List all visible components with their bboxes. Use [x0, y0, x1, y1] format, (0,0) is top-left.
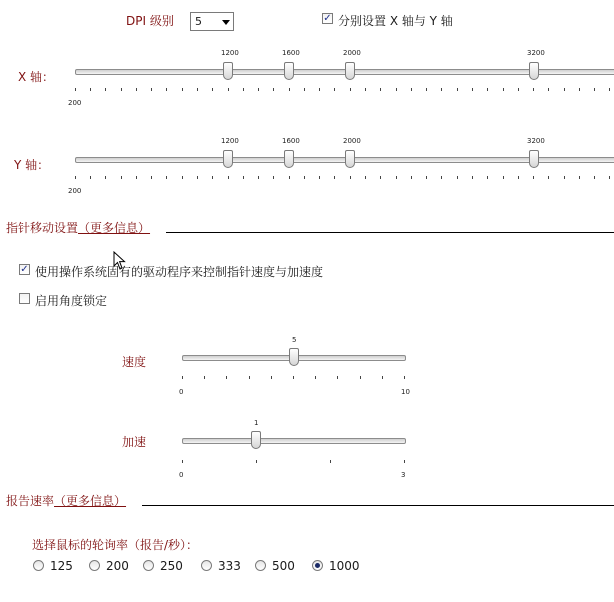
y-axis-ticks [0, 176, 614, 180]
y-axis-thumb[interactable] [284, 150, 294, 168]
x-axis-thumb[interactable] [345, 62, 355, 80]
report-rate-option-333[interactable] [201, 560, 212, 571]
y-axis-thumb[interactable] [529, 150, 539, 168]
report-rate-section-title: 报告速率（更多信息） [6, 494, 127, 508]
report-rate-option-label: 125 [50, 559, 73, 573]
x-axis-min-label: 200 [68, 99, 82, 107]
y-thumb-label: 1200 [221, 137, 239, 145]
accel-value-label: 1 [254, 419, 259, 427]
y-thumb-label: 2000 [343, 137, 361, 145]
checkmark-icon: ✓ [323, 13, 332, 24]
y-axis-label: Y 轴： [14, 158, 50, 172]
angle-lock-label: 启用角度锁定 [35, 294, 108, 308]
dpi-level-value: 5 [195, 15, 202, 28]
x-axis-thumb[interactable] [284, 62, 294, 80]
separate-xy-checkbox[interactable] [322, 13, 333, 24]
accel-slider-thumb[interactable] [251, 431, 261, 449]
chevron-down-icon [222, 20, 230, 25]
speed-label: 速度 [122, 355, 147, 369]
speed-value-label: 5 [292, 336, 297, 344]
report-rate-option-label: 200 [106, 559, 129, 573]
x-axis-thumb[interactable] [529, 62, 539, 80]
report-rate-prompt: 选择鼠标的轮询率（报告/秒）： [32, 538, 199, 552]
accel-min-label: 0 [179, 471, 184, 479]
speed-max-label: 10 [401, 388, 410, 396]
y-axis-thumb[interactable] [345, 150, 355, 168]
report-rate-option-label: 333 [218, 559, 241, 573]
accel-label: 加速 [122, 435, 147, 449]
dpi-level-select[interactable] [190, 12, 234, 31]
speed-slider-thumb[interactable] [289, 348, 299, 366]
x-axis-label: X 轴： [18, 70, 55, 84]
accel-slider-ticks [0, 460, 614, 464]
report-rate-option-label: 500 [272, 559, 295, 573]
pointer-more-info-link[interactable]: （更多信息） [78, 221, 151, 235]
y-axis-thumb[interactable] [223, 150, 233, 168]
report-rate-option-1000[interactable] [312, 560, 323, 571]
separate-xy-label: 分别设置 X 轴与 Y 轴 [338, 14, 453, 28]
x-thumb-label: 1200 [221, 49, 239, 57]
report-rate-option-label: 1000 [329, 559, 360, 573]
pointer-section-title: 指针移动设置（更多信息） [6, 221, 151, 235]
speed-slider-ticks [0, 376, 614, 380]
report-rate-option-125[interactable] [33, 560, 44, 571]
x-axis-thumb[interactable] [223, 62, 233, 80]
y-thumb-label: 1600 [282, 137, 300, 145]
angle-lock-checkbox[interactable] [19, 293, 30, 304]
y-thumb-label: 3200 [527, 137, 545, 145]
report-rate-option-200[interactable] [89, 560, 100, 571]
x-thumb-label: 3200 [527, 49, 545, 57]
x-axis-ticks [0, 88, 614, 92]
use-os-driver-checkbox[interactable] [19, 264, 30, 275]
accel-slider-track[interactable] [182, 438, 406, 444]
y-axis-min-label: 200 [68, 187, 82, 195]
accel-max-label: 3 [401, 471, 406, 479]
report-rate-section-divider [142, 505, 614, 506]
x-thumb-label: 1600 [282, 49, 300, 57]
checkmark-icon: ✓ [20, 264, 29, 275]
report-rate-option-500[interactable] [255, 560, 266, 571]
report-rate-option-250[interactable] [143, 560, 154, 571]
speed-min-label: 0 [179, 388, 184, 396]
x-thumb-label: 2000 [343, 49, 361, 57]
report-rate-more-info-link[interactable]: （更多信息） [54, 494, 127, 508]
report-rate-option-label: 250 [160, 559, 183, 573]
pointer-section-divider [166, 232, 614, 233]
dpi-level-label: DPI 级别 [126, 14, 174, 28]
use-os-driver-label: 使用操作系统固有的驱动程序来控制指针速度与加速度 [35, 265, 324, 279]
